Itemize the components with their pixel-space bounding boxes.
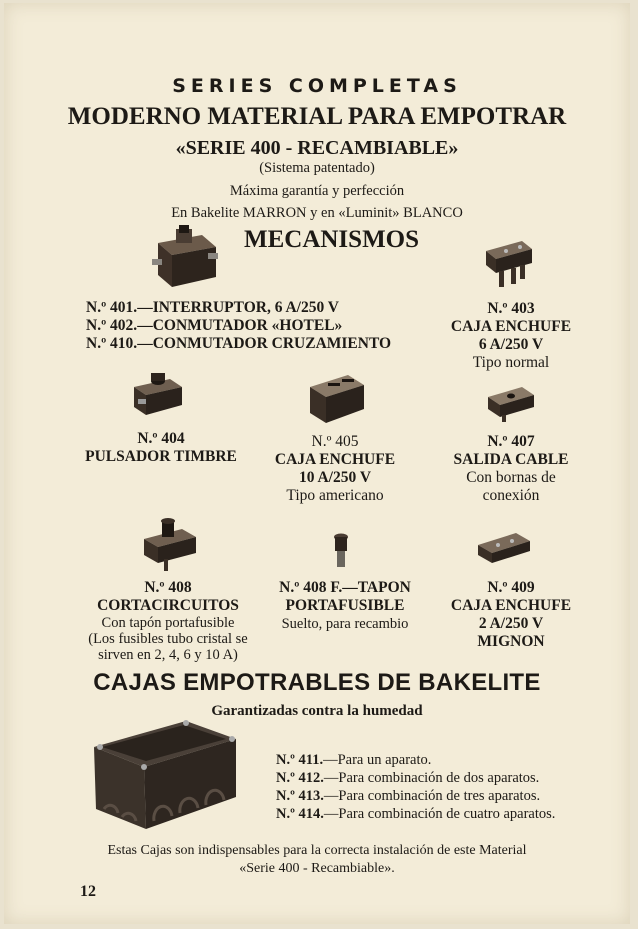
cajas-note-line1: Estas Cajas son indispensables para la correcta instalación de este Material (107, 843, 527, 858)
junction-box-image (90, 717, 240, 833)
patent-note: (Sistema patentado) (259, 160, 375, 176)
cajas-list (276, 751, 555, 823)
list-item: N.º 413.—Para combinación de tres aparatos. (276, 788, 541, 804)
item-408f-caption: N.º 408 F.—TAPON PORTAFUSIBLE Suelto, para recambio (279, 579, 411, 632)
page-title: MODERNO MATERIAL PARA EMPOTRAR (67, 103, 567, 130)
item-405-caption: N.º 405 CAJA ENCHUFE 10 A/250 V Tipo americano (274, 433, 396, 504)
fuse-holder-408-image (142, 517, 198, 573)
cable-outlet-407-image (486, 383, 536, 423)
page-number: 12 (80, 883, 96, 900)
list-item: N.º 412.—Para combinación de dos aparatos. (276, 770, 540, 786)
catalog-page (4, 3, 630, 924)
fuse-plug-408f-image (332, 533, 350, 569)
list-item: N.º 410.—CONMUTADOR CRUZAMIENTO (86, 335, 392, 352)
socket-403-image (482, 237, 534, 289)
list-item: N.º 401.—INTERRUPTOR, 6 A/250 V (86, 299, 340, 316)
list-item: N.º 402.—CONMUTADOR «HOTEL» (86, 317, 343, 334)
switch-401-image (150, 225, 220, 289)
mechanism-list (86, 299, 391, 353)
item-408-caption: N.º 408 CORTACIRCUITOS Con tapón portafusible (Los fusibles tubo cristal se sirven en 2, 4, 6 y 10 A) (88, 579, 248, 663)
cajas-heading: CAJAS EMPOTRABLES DE BAKELITE (93, 669, 541, 696)
cajas-subheading: Garantizadas contra la humedad (211, 703, 423, 719)
item-404-caption: N.º 404 PULSADOR TIMBRE (85, 430, 237, 465)
mecanismos-heading: MECANISMOS (244, 226, 420, 253)
socket-405-image (306, 369, 366, 425)
item-403-caption: N.º 403 CAJA ENCHUFE 6 A/250 V Tipo normal (450, 300, 572, 371)
guarantee-note: Máxima garantía y perfección (229, 183, 405, 199)
bakelite-note: En Bakelite MARRON y en «Luminit» BLANCO (171, 205, 463, 221)
series-heading: SERIES COMPLETAS (172, 75, 462, 97)
item-409-caption: N.º 409 CAJA ENCHUFE 2 A/250 V MIGNON (450, 579, 572, 650)
cajas-note-line2: «Serie 400 - Recambiable». (239, 861, 395, 876)
socket-409-image (476, 529, 532, 569)
list-item: N.º 414.—Para combinación de cuatro aparatos. (276, 806, 556, 822)
serie-subtitle: «SERIE 400 - RECAMBIABLE» (175, 137, 459, 159)
item-407-caption: N.º 407 SALIDA CABLE Con bornas de conexión (453, 433, 569, 504)
pushbutton-404-image (132, 371, 184, 419)
list-item: N.º 411.—Para un aparato. (276, 752, 432, 768)
